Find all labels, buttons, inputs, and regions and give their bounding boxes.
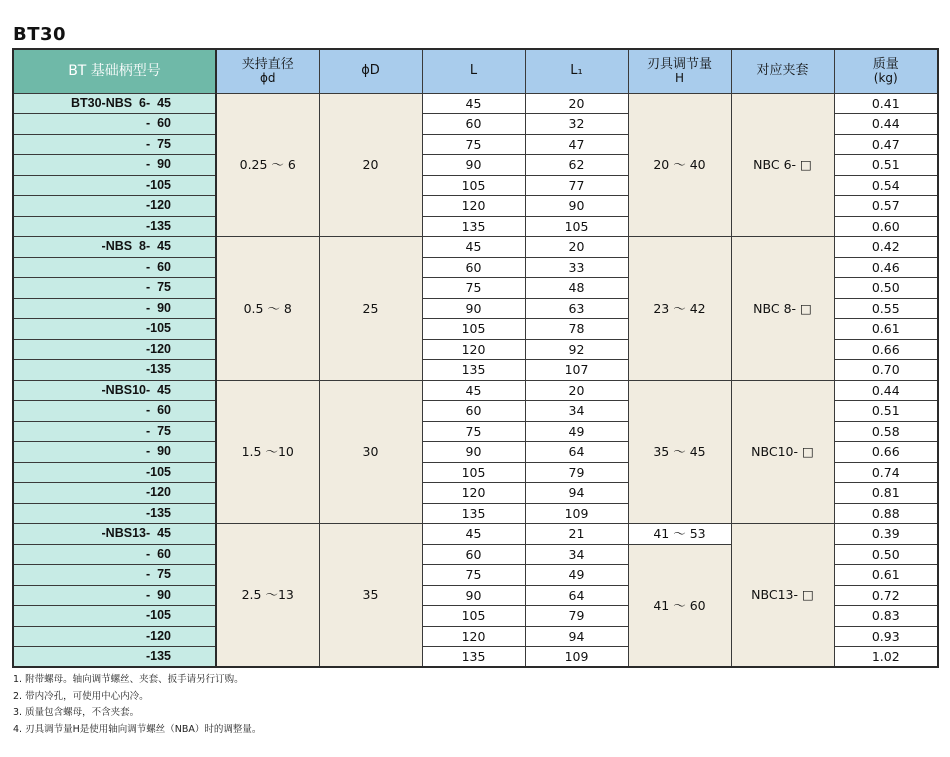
L-cell: 45 <box>422 380 525 401</box>
mass-cell: 0.57 <box>834 196 938 217</box>
mass-cell: 0.46 <box>834 257 938 278</box>
L1-cell: 109 <box>525 647 628 668</box>
mass-cell: 0.51 <box>834 155 938 176</box>
L-cell: 60 <box>422 544 525 565</box>
L1-cell: 94 <box>525 483 628 504</box>
mass-cell: 0.39 <box>834 524 938 545</box>
L-cell: 75 <box>422 134 525 155</box>
L-cell: 75 <box>422 565 525 586</box>
L-cell: 105 <box>422 606 525 627</box>
mass-cell: 0.44 <box>834 114 938 135</box>
header-L1: L₁ <box>525 49 628 93</box>
L-cell: 120 <box>422 483 525 504</box>
spec-table <box>12 48 939 668</box>
L-cell: 120 <box>422 196 525 217</box>
note-item: 1. 附带螺母。轴向调节螺丝、夹套、扳手请另行订购。 <box>13 674 244 685</box>
L-cell: 105 <box>422 462 525 483</box>
model-cell: - 90 <box>13 298 216 319</box>
model-cell: -105 <box>13 462 216 483</box>
header-mass-unit: (kg) <box>873 71 898 86</box>
L-cell: 90 <box>422 442 525 463</box>
L1-cell: 20 <box>525 237 628 258</box>
L1-cell: 77 <box>525 175 628 196</box>
mass-cell: 0.50 <box>834 278 938 299</box>
page-title: BT30 <box>13 24 67 45</box>
L-cell: 75 <box>422 421 525 442</box>
model-cell: -120 <box>13 483 216 504</box>
L-cell: 135 <box>422 503 525 524</box>
table-row <box>13 237 938 258</box>
note-item: 4. 刃具调节量H是使用轴向调节螺丝（NBA）时的调整量。 <box>13 723 262 735</box>
L-cell: 105 <box>422 175 525 196</box>
L1-cell: 94 <box>525 626 628 647</box>
note-item: 2. 带内冷孔，可使用中心内冷。 <box>13 690 149 702</box>
collet-cell: NBC 8- □ <box>731 237 834 381</box>
notes <box>13 672 261 738</box>
L1-cell: 78 <box>525 319 628 340</box>
L1-cell: 64 <box>525 585 628 606</box>
mass-cell: 0.66 <box>834 442 938 463</box>
mass-cell: 0.54 <box>834 175 938 196</box>
table-row <box>13 524 938 545</box>
adjustment-cell: 41 ～ 53 <box>628 524 731 545</box>
model-cell: -135 <box>13 503 216 524</box>
L-cell: 90 <box>422 298 525 319</box>
L1-cell: 49 <box>525 421 628 442</box>
mass-cell: 0.55 <box>834 298 938 319</box>
model-cell: - 60 <box>13 401 216 422</box>
adjustment-cell: 41 ～ 60 <box>628 544 731 667</box>
adjustment-cell: 20 ～ 40 <box>628 93 731 237</box>
model-cell: -NBS 8- 45 <box>13 237 216 258</box>
grip-diameter-cell: 2.5 ～13 <box>216 524 319 668</box>
model-cell: -NBS10- 45 <box>13 380 216 401</box>
header-adjustment-symbol: H <box>674 71 685 86</box>
table-row <box>13 380 938 401</box>
mass-cell: 0.93 <box>834 626 938 647</box>
L-cell: 120 <box>422 626 525 647</box>
model-cell: -135 <box>13 360 216 381</box>
mass-cell: 0.47 <box>834 134 938 155</box>
header-adjustment <box>628 49 731 93</box>
header-L: L <box>422 49 525 93</box>
L1-cell: 90 <box>525 196 628 217</box>
L-cell: 135 <box>422 216 525 237</box>
L-cell: 90 <box>422 155 525 176</box>
header-adjustment-label: 刃具调节量 <box>646 56 712 72</box>
model-cell: - 90 <box>13 585 216 606</box>
L1-cell: 107 <box>525 360 628 381</box>
L1-cell: 21 <box>525 524 628 545</box>
grip-diameter-cell: 0.25 ～ 6 <box>216 93 319 237</box>
L1-cell: 49 <box>525 565 628 586</box>
model-cell: -120 <box>13 339 216 360</box>
header-collet: 对应夹套 <box>731 49 834 93</box>
adjustment-cell: 23 ～ 42 <box>628 237 731 381</box>
header-grip-diameter <box>216 49 319 93</box>
L1-cell: 63 <box>525 298 628 319</box>
mass-cell: 0.66 <box>834 339 938 360</box>
L1-cell: 105 <box>525 216 628 237</box>
L-cell: 60 <box>422 114 525 135</box>
L1-cell: 48 <box>525 278 628 299</box>
header-mass-label: 质量 <box>872 56 899 72</box>
L1-cell: 34 <box>525 544 628 565</box>
header-mass <box>834 49 938 93</box>
model-cell: - 60 <box>13 257 216 278</box>
mass-cell: 0.44 <box>834 380 938 401</box>
L1-cell: 47 <box>525 134 628 155</box>
model-cell: - 90 <box>13 442 216 463</box>
model-cell: -135 <box>13 216 216 237</box>
model-cell: -NBS13- 45 <box>13 524 216 545</box>
mass-cell: 0.58 <box>834 421 938 442</box>
L1-cell: 20 <box>525 380 628 401</box>
L-cell: 120 <box>422 339 525 360</box>
L1-cell: 33 <box>525 257 628 278</box>
mass-cell: 0.81 <box>834 483 938 504</box>
L-cell: 75 <box>422 278 525 299</box>
mass-cell: 0.60 <box>834 216 938 237</box>
grip-diameter-cell: 0.5 ～ 8 <box>216 237 319 381</box>
header-model: BT 基础柄型号 <box>13 49 216 93</box>
model-cell: -135 <box>13 647 216 668</box>
L1-cell: 64 <box>525 442 628 463</box>
L-cell: 45 <box>422 237 525 258</box>
model-cell: -120 <box>13 196 216 217</box>
note-item: 3. 质量包含螺母，不含夹套。 <box>13 707 140 718</box>
header-grip-diameter-symbol: ϕd <box>259 71 276 86</box>
mass-cell: 0.88 <box>834 503 938 524</box>
header-grip-diameter-label: 夹持直径 <box>241 56 294 72</box>
L1-cell: 62 <box>525 155 628 176</box>
model-cell: -105 <box>13 319 216 340</box>
mass-cell: 0.70 <box>834 360 938 381</box>
model-cell: BT30-NBS 6- 45 <box>13 93 216 114</box>
phiD-cell: 35 <box>319 524 422 668</box>
L-cell: 45 <box>422 524 525 545</box>
mass-cell: 0.50 <box>834 544 938 565</box>
model-cell: - 60 <box>13 114 216 135</box>
table-body <box>13 93 938 667</box>
L1-cell: 109 <box>525 503 628 524</box>
L-cell: 60 <box>422 401 525 422</box>
model-cell: -120 <box>13 626 216 647</box>
mass-cell: 0.61 <box>834 319 938 340</box>
mass-cell: 1.02 <box>834 647 938 668</box>
phiD-cell: 30 <box>319 380 422 524</box>
L1-cell: 79 <box>525 606 628 627</box>
collet-cell: NBC13- □ <box>731 524 834 668</box>
model-cell: - 75 <box>13 565 216 586</box>
L-cell: 105 <box>422 319 525 340</box>
L1-cell: 20 <box>525 93 628 114</box>
mass-cell: 0.74 <box>834 462 938 483</box>
adjustment-cell: 35 ～ 45 <box>628 380 731 524</box>
header-row <box>13 49 938 93</box>
model-cell: - 75 <box>13 278 216 299</box>
mass-cell: 0.51 <box>834 401 938 422</box>
L1-cell: 34 <box>525 401 628 422</box>
mass-cell: 0.72 <box>834 585 938 606</box>
L1-cell: 32 <box>525 114 628 135</box>
collet-cell: NBC10- □ <box>731 380 834 524</box>
model-cell: - 75 <box>13 134 216 155</box>
mass-cell: 0.41 <box>834 93 938 114</box>
L-cell: 135 <box>422 360 525 381</box>
L-cell: 60 <box>422 257 525 278</box>
phiD-cell: 20 <box>319 93 422 237</box>
header-phiD: ϕD <box>319 49 422 93</box>
phiD-cell: 25 <box>319 237 422 381</box>
L1-cell: 92 <box>525 339 628 360</box>
L-cell: 135 <box>422 647 525 668</box>
collet-cell: NBC 6- □ <box>731 93 834 237</box>
table-row <box>13 93 938 114</box>
mass-cell: 0.83 <box>834 606 938 627</box>
mass-cell: 0.61 <box>834 565 938 586</box>
model-cell: - 75 <box>13 421 216 442</box>
model-cell: - 90 <box>13 155 216 176</box>
model-cell: -105 <box>13 606 216 627</box>
L-cell: 90 <box>422 585 525 606</box>
L-cell: 45 <box>422 93 525 114</box>
model-cell: - 60 <box>13 544 216 565</box>
model-cell: -105 <box>13 175 216 196</box>
L1-cell: 79 <box>525 462 628 483</box>
mass-cell: 0.42 <box>834 237 938 258</box>
grip-diameter-cell: 1.5 ～10 <box>216 380 319 524</box>
